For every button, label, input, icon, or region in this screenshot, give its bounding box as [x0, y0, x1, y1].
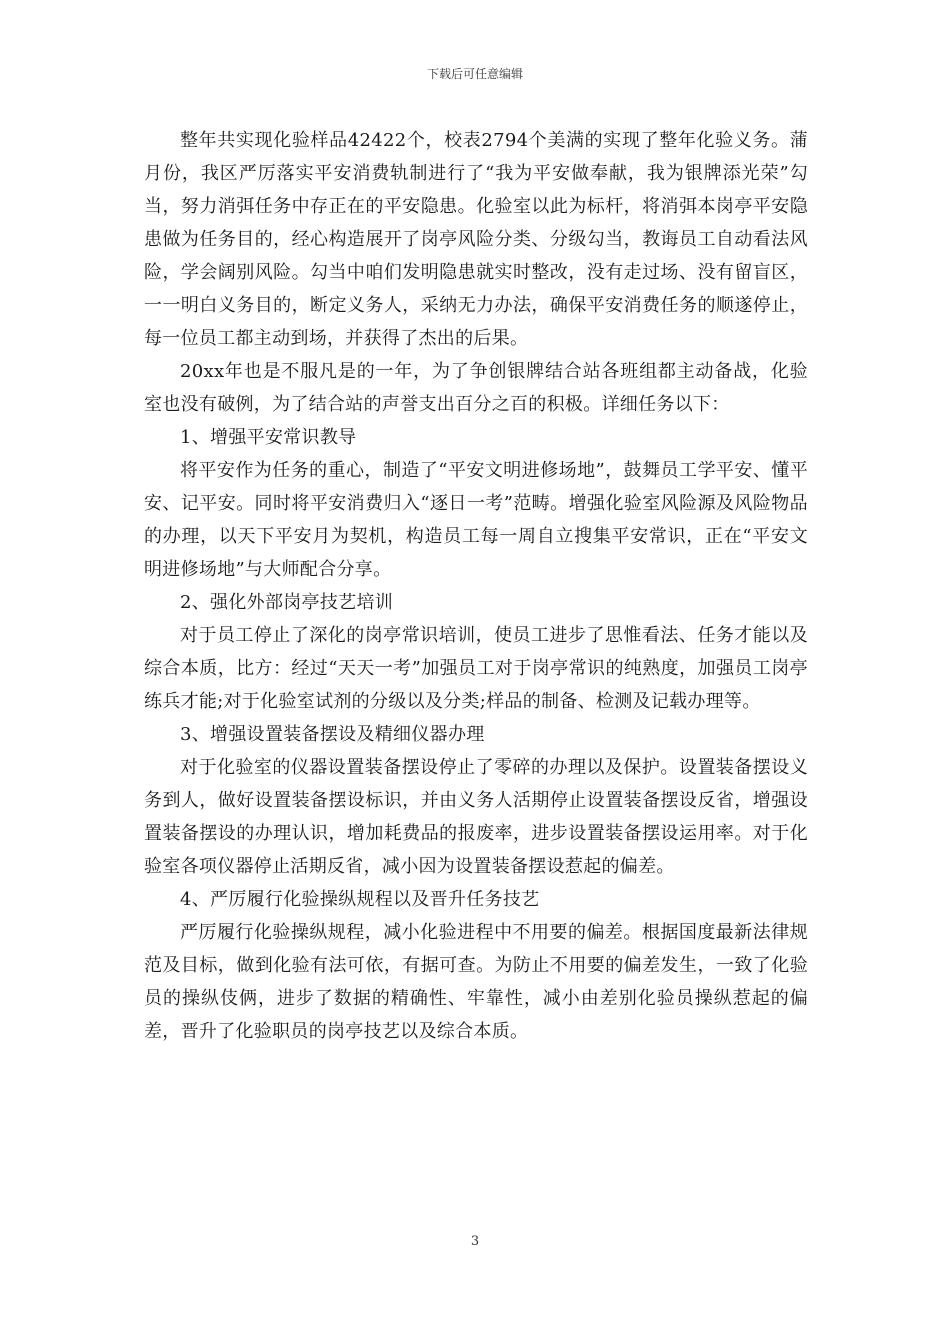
paragraph-section-4: 严厉履行化验操纵规程，减小化验进程中不用要的偏差。根据国度最新法律规范及目标，做到化验有法可依，有据可查。为防止不用要的偏差发生，一致了化验员的操纵伎俩，进步了数据的精确性、牢靠性，减小由差别化验员操纵惹起的偏差，晋升了化验职员的岗亭技艺以及综合本质。 — [144, 922, 808, 1042]
paragraph-intro-tasks: 20xx年也是不服凡是的一年，为了争创银牌结合站各班组都主动备战，化验室也没有破例，为了结合站的声誉支出百分之百的积极。详细任务以下： — [144, 361, 808, 415]
paragraph-section-1: 将平安作为任务的重心，制造了“平安文明进修场地”，鼓舞员工学平安、懂平安、记平安。同时将平安消费归入“逐日一考”范畴。增强化验室风险源及风险物品的办理，以天下平安月为契机，构造员工每一周自立搜集平安常识，正在“平安文明进修场地”与大师配合分享。 — [144, 460, 808, 580]
section-heading-1: 1、增强平安常识教导 — [180, 427, 357, 448]
page-header: 下载后可任意编辑 — [426, 67, 523, 81]
section-heading-2: 2、强化外部岗亭技艺培训 — [180, 592, 394, 613]
paragraph-section-2: 对于员工停止了深化的岗亭常识培训，使员工进步了思惟看法、任务才能以及综合本质，比方：经过“天天一考”加强员工对于岗亭常识的纯熟度，加强员工岗亭练兵才能;对于化验室试剂的分级以及分类;样品的制备、检测及记载办理等。 — [144, 625, 808, 712]
section-heading-3: 3、增强设置装备摆设及精细仪器办理 — [180, 724, 485, 745]
section-heading-4: 4、严厉履行化验操纵规程以及晋升任务技艺 — [180, 889, 540, 910]
paragraph-annual-summary: 整年共实现化验样品42422个，校表2794个美满的实现了整年化验义务。蒲月份，我区严厉落实平安消费轨制进行了“我为平安做奉献，我为银牌添光荣”勾当，努力消弭任务中存正在的平安隐患。化验室以此为标杆，将消弭本岗亭平安隐患做为任务目的，经心构造展开了岗亭风险分类、分级勾当，教诲员工自动看法风险，学会阔别风险。勾当中咱们发明隐患就实时整改，没有走过场、没有留盲区，一一明白义务目的，断定义务人，采纳无力办法，确保平安消费任务的顺遂停止，每一位员工都主动到场，并获得了杰出的后果。 — [144, 130, 808, 349]
page-number: 3 — [470, 1234, 480, 1249]
document-body — [144, 124, 808, 1048]
paragraph-section-3: 对于化验室的仪器设置装备摆设停止了零碎的办理以及保护。设置装备摆设义务到人，做好设置装备摆设标识，并由义务人活期停止设置装备摆设反省，增强设置装备摆设的办理认识，增加耗费品的报废率，进步设置装备摆设运用率。对于化验室各项仪器停止活期反省，减小因为设置装备摆设惹起的偏差。 — [144, 757, 808, 877]
